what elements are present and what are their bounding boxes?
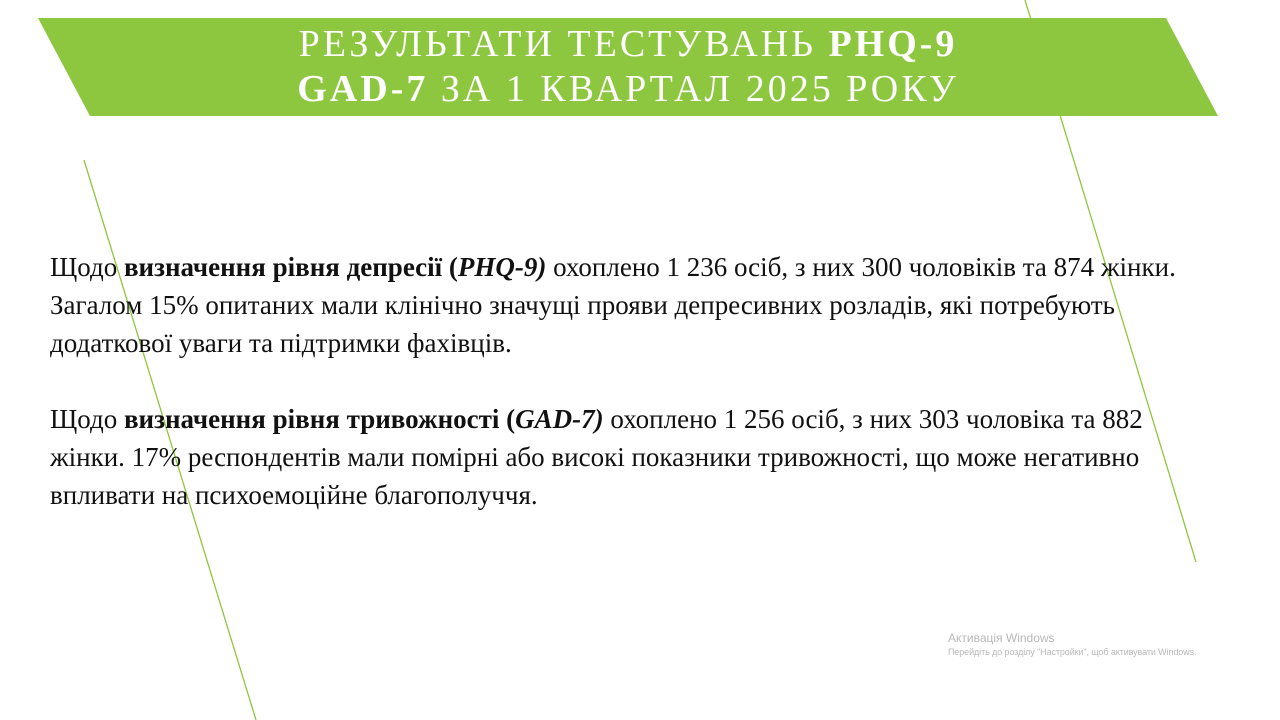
title-banner <box>38 18 1218 116</box>
title-phq9: PHQ-9 <box>828 23 958 65</box>
windows-activation-subtitle: Перейдіть до розділу "Настройки", щоб активувати Windows. <box>948 647 1197 657</box>
paragraph-anxiety <box>50 400 1220 514</box>
title-line-2-text: ЗА 1 КВАРТАЛ 2025 РОКУ <box>428 68 959 110</box>
paragraph-depression-code: PHQ-9) <box>457 252 547 282</box>
title-line-1 <box>299 22 958 67</box>
title-line-1-text: РЕЗУЛЬТАТИ ТЕСТУВАНЬ <box>298 23 829 65</box>
slide-body <box>50 248 1220 552</box>
windows-activation-title: Активація Windows <box>948 631 1055 645</box>
paragraph-anxiety-rest: охоплено 1 256 осіб, з них 303 чоловіка та 882 жінки. 17% респондентів мали помірні або високі показники тривожності, що може негативно впливати на психоемоційне благополуччя. <box>50 404 1143 510</box>
windows-activation-watermark <box>948 631 1196 659</box>
title-gad7: GAD-7 <box>297 68 429 110</box>
paragraph-anxiety-code: GAD-7) <box>515 404 604 434</box>
paragraph-anxiety-intro: Щодо <box>50 404 124 434</box>
paragraph-depression-topic: визначення рівня депресії ( <box>123 252 458 282</box>
slide-title <box>38 18 1218 116</box>
paragraph-depression-intro: Щодо <box>50 252 124 282</box>
paragraph-depression-rest: охоплено 1 236 осіб, з них 300 чоловіків та 874 жінки. Загалом 15% опитаних мали клінічно значущі прояви депресивних розладів, які потребують додаткової уваги та підтримки фахівців. <box>50 252 1176 358</box>
paragraph-anxiety-topic: визначення рівня тривожності ( <box>123 404 516 434</box>
title-line-2 <box>297 67 959 112</box>
paragraph-depression <box>50 248 1220 362</box>
